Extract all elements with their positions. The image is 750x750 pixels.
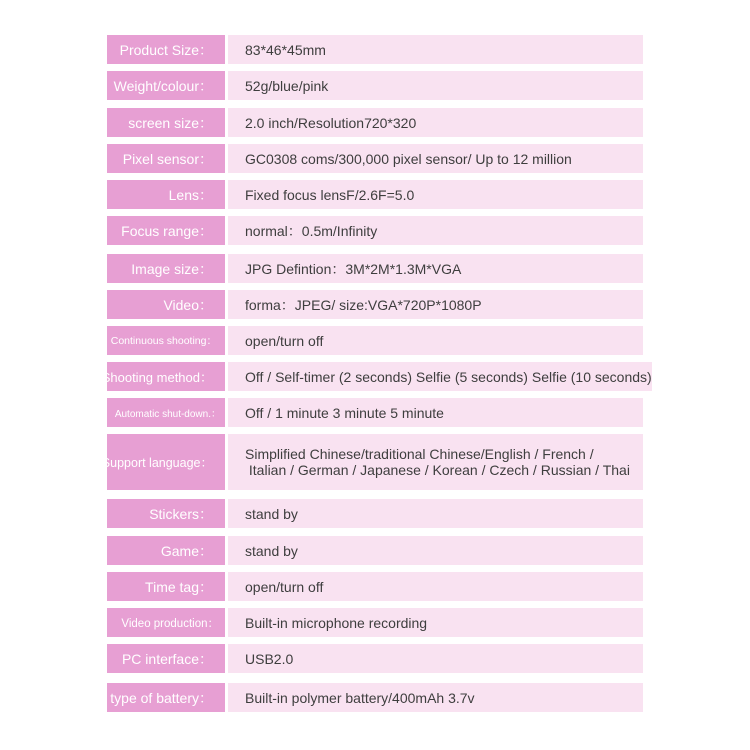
spec-label: Video production： [107, 608, 225, 637]
spec-row-video [107, 290, 643, 319]
spec-row-screen-size [107, 108, 643, 137]
spec-row-product-size [107, 35, 643, 64]
spec-label: Time tag： [107, 572, 225, 601]
spec-row-shooting-method [101, 362, 652, 391]
spec-label: Pixel sensor： [107, 144, 225, 173]
spec-value-line: Italian / German / Japanese / Korean / Czech / Russian / Thai [245, 462, 630, 478]
spec-value: 83*46*45mm [228, 35, 643, 64]
spec-label: Game： [107, 536, 225, 565]
spec-value: 2.0 inch/Resolution720*320 [228, 108, 643, 137]
spec-label: PC interface： [107, 644, 225, 673]
spec-value: Off / 1 minute 3 minute 5 minute [228, 398, 643, 427]
spec-row-image-size [107, 254, 643, 283]
spec-label: Image size： [107, 254, 225, 283]
spec-value: Built-in polymer battery/400mAh 3.7v [228, 683, 643, 712]
spec-value: 52g/blue/pink [228, 71, 643, 100]
spec-row-lens [107, 180, 643, 209]
spec-value: JPG Defintion：3M*2M*1.3M*VGA [228, 254, 643, 283]
spec-label: type of battery： [107, 683, 225, 712]
spec-label: Lens： [107, 180, 225, 209]
spec-row-focus-range [107, 216, 643, 245]
spec-value: GC0308 coms/300,000 pixel sensor/ Up to 12 million [228, 144, 643, 173]
spec-label: Weight/colour： [107, 71, 225, 100]
spec-label: Continuous shooting： [107, 326, 225, 355]
spec-row-continuous-shooting [107, 326, 643, 355]
spec-value: open/turn off [228, 326, 643, 355]
spec-label: Product Size： [107, 35, 225, 64]
spec-row-pixel-sensor [107, 144, 643, 173]
spec-value: USB2.0 [228, 644, 643, 673]
spec-value: open/turn off [228, 572, 643, 601]
spec-row-video-production [107, 608, 643, 637]
spec-label: screen size： [107, 108, 225, 137]
spec-row-game [107, 536, 643, 565]
spec-value: forma：JPEG/ size:VGA*720P*1080P [228, 290, 643, 319]
spec-row-time-tag [107, 572, 643, 601]
spec-value: stand by [228, 536, 643, 565]
spec-row-support-language [101, 434, 643, 490]
spec-value [228, 434, 643, 490]
spec-row-type-of-battery [107, 683, 643, 712]
spec-label: Shooting method： [107, 362, 225, 391]
spec-label: Stickers： [107, 499, 225, 528]
spec-value-line: Simplified Chinese/traditional Chinese/English / French / [245, 446, 594, 462]
spec-row-automatic-shut-down [107, 398, 643, 427]
spec-value: Off / Self-timer (2 seconds) Selfie (5 seconds) Selfie (10 seconds) [228, 362, 652, 391]
spec-value: normal：0.5m/Infinity [228, 216, 643, 245]
spec-row-pc-interface [107, 644, 643, 673]
spec-label: Support language： [107, 434, 225, 490]
spec-label: Automatic shut-down.： [107, 398, 225, 427]
spec-value: Built-in microphone recording [228, 608, 643, 637]
spec-row-stickers [107, 499, 643, 528]
spec-label: Video： [107, 290, 225, 319]
spec-label: Focus range： [107, 216, 225, 245]
spec-value: Fixed focus lensF/2.6F=5.0 [228, 180, 643, 209]
spec-row-weight-colour [107, 71, 643, 100]
spec-value: stand by [228, 499, 643, 528]
